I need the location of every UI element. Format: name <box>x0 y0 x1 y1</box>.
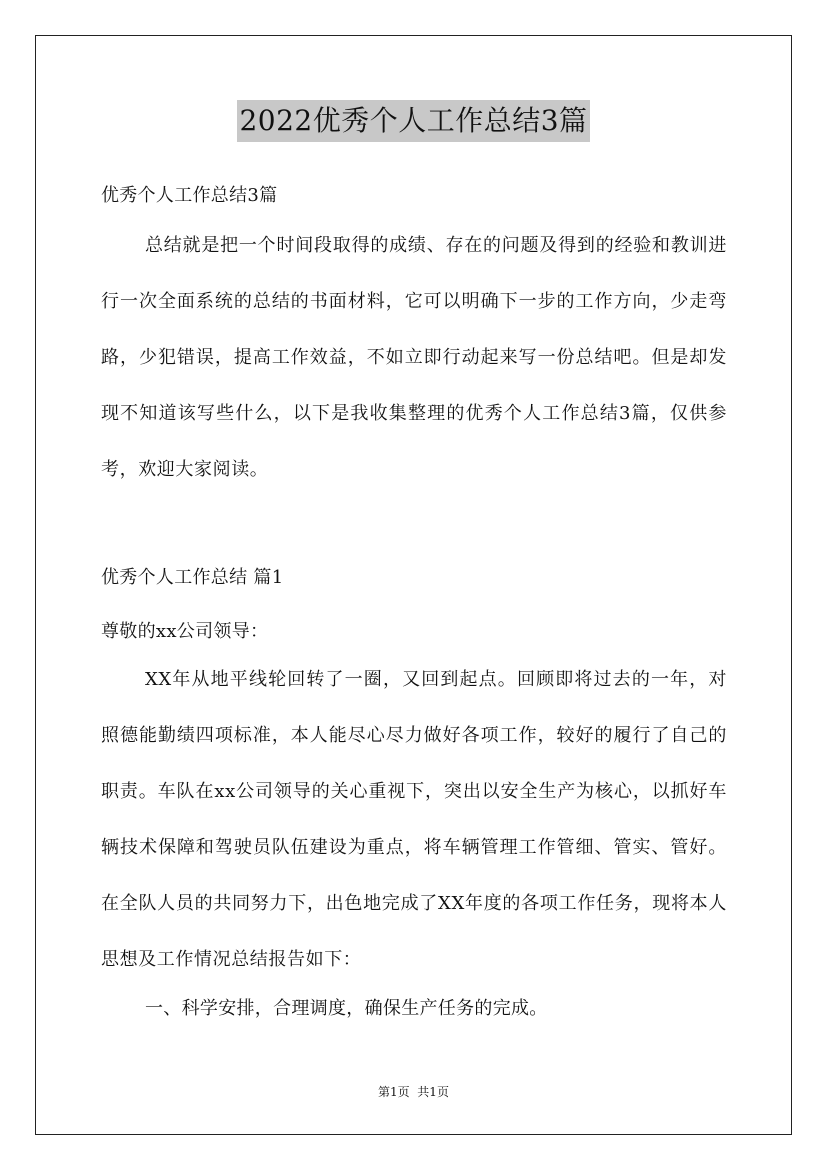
document-subtitle: 优秀个人工作总结3篇 <box>101 185 278 206</box>
salutation: 尊敬的xx公司领导： <box>101 621 269 642</box>
body-paragraph: XX年从地平线轮回转了一圈，又回到起点。回顾即将过去的一年，对照德能勤绩四项标准，本人能尽心尽力做好各项工作，较好的履行了自己的职责。车队在xx公司领导的关心重视下，突出以安全生产为核心，以抓好车辆技术保障和驾驶员队伍建设为重点，将车辆管理工作管细、管实、管好。在全队人员的共同努力下，出色地完成了XX年度的各项工作任务，现将本人思想及工作情况总结报告如下： <box>101 669 727 970</box>
intro-paragraph: 总结就是把一个时间段取得的成绩、存在的问题及得到的经验和教训进行一次全面系统的总结的书面材料，它可以明确下一步的工作方向，少走弯路，少犯错误，提高工作效益，不如立即行动起来写一份总结吧。但是却发现不知道该写些什么，以下是我收集整理的优秀个人工作总结3篇，仅供参考，欢迎大家阅读。 <box>101 235 727 480</box>
page-footer: 第1页 共1页 <box>378 1085 449 1099</box>
title-container <box>0 100 827 142</box>
document-title: 2022优秀个人工作总结3篇 <box>237 100 589 142</box>
point-heading: 一、科学安排，合理调度，确保生产任务的完成。 <box>145 998 548 1019</box>
section-heading: 优秀个人工作总结 篇1 <box>101 567 284 588</box>
